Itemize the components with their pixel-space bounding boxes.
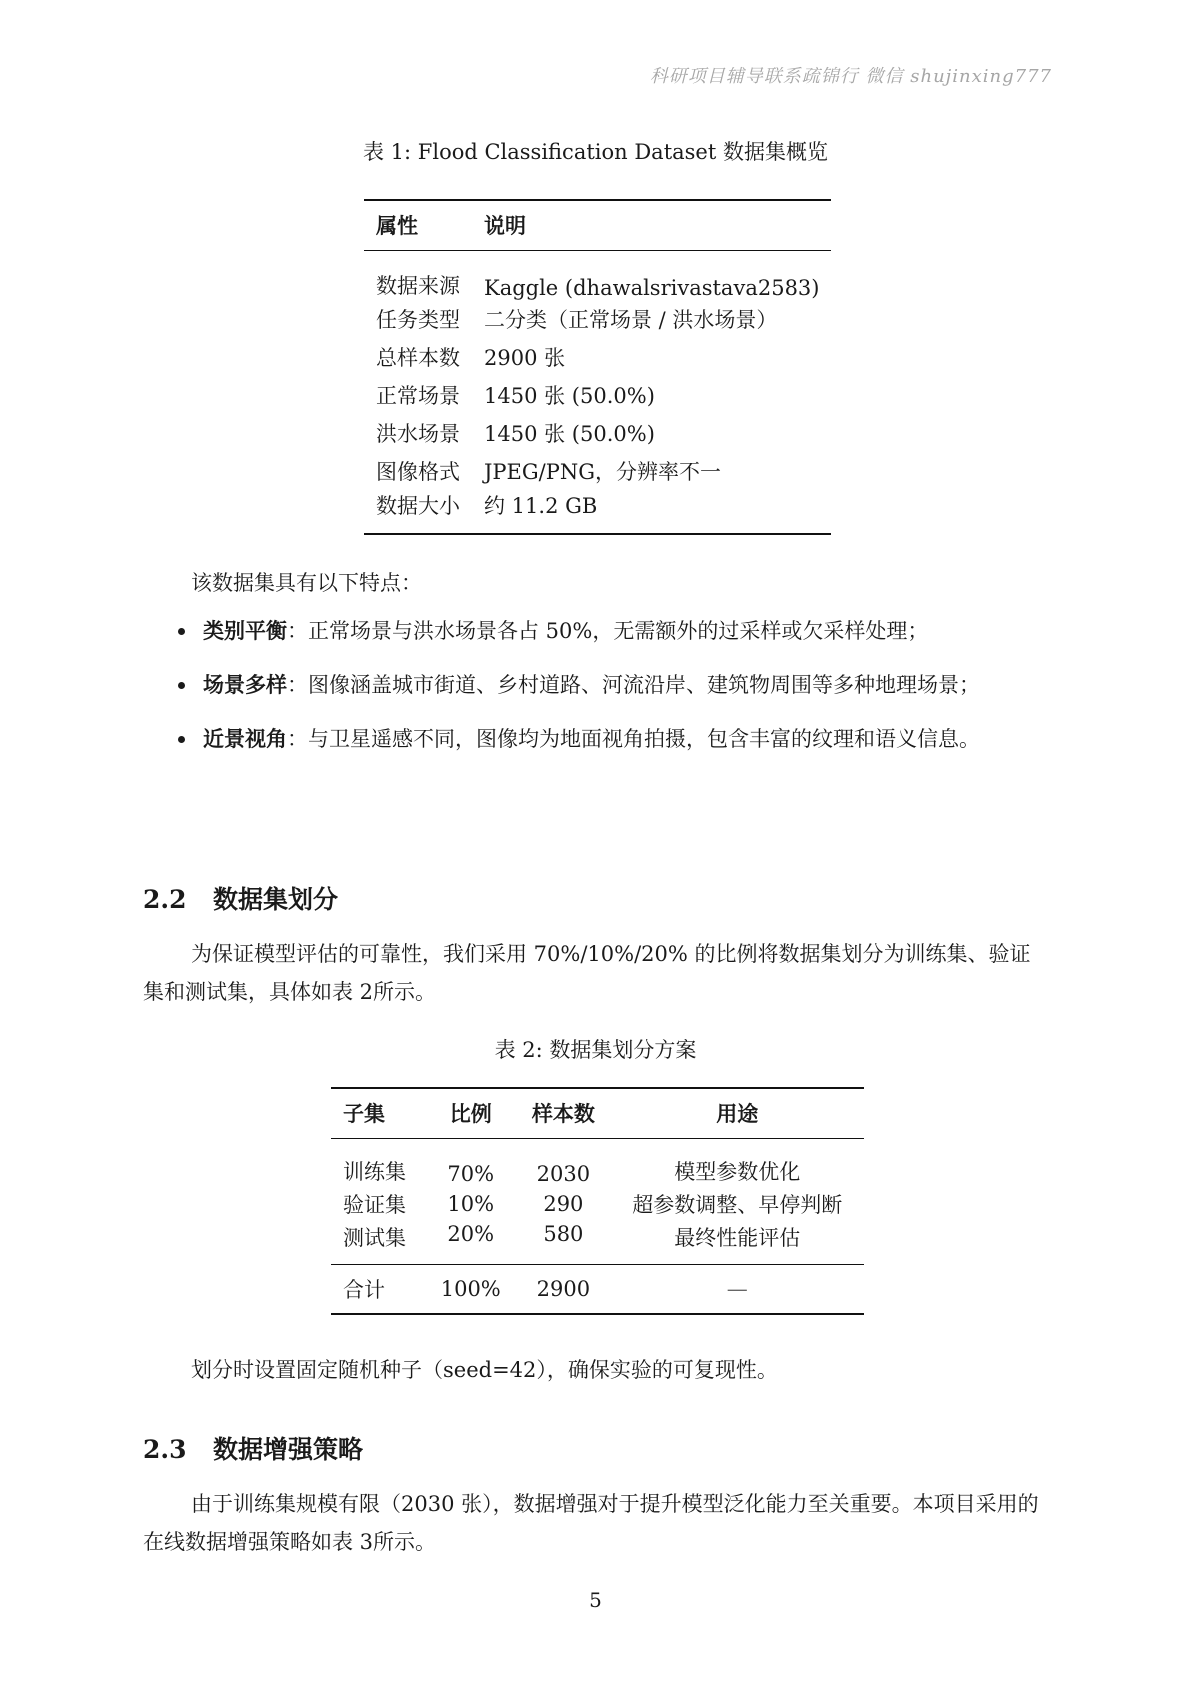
- table2-total-cell: —: [726, 1276, 748, 1301]
- table2-cell: 2030: [536, 1162, 591, 1186]
- table1-cell: 总样本数: [376, 346, 460, 370]
- paragraph: 由于训练集规模有限（2030 张），数据增强对于提升模型泛化能力至关重要。本项目采用的在线数据增强策略如表 3所示。: [143, 1492, 1039, 1554]
- table1: [364, 199, 831, 535]
- table1-caption: 表 1: Flood Classification Dataset 数据集概览: [363, 140, 828, 164]
- table1-row: [364, 452, 831, 490]
- table2-row: [331, 1222, 864, 1264]
- table2-header: 子集: [343, 1101, 385, 1127]
- table2-cell: 580: [543, 1222, 584, 1246]
- table2-cell: 20%: [447, 1222, 495, 1246]
- table1-cell: JPEG/PNG，分辨率不一: [484, 460, 722, 484]
- feature-term: 近景视角: [203, 726, 287, 751]
- table2-header: 样本数: [531, 1101, 595, 1127]
- feature-term: 类别平衡: [203, 618, 287, 643]
- table1-cell: Kaggle (dhawalsrivastava2583): [484, 276, 820, 300]
- table2-header: 用途: [716, 1101, 759, 1127]
- table2-cell: 最终性能评估: [674, 1226, 801, 1250]
- feature-text: ：图像涵盖城市街道、乡村道路、河流沿岸、建筑物周围等多种地理场景；: [287, 673, 980, 697]
- table1-cell: 2900 张: [484, 346, 566, 370]
- table2-cell: 290: [543, 1192, 584, 1216]
- page-header: 科研项目辅导联系疏锦行 微信 shujinxing777: [649, 66, 1052, 87]
- table1-cell: 图像格式: [376, 460, 460, 484]
- table1-row: [364, 414, 831, 452]
- table2-cell: 70%: [447, 1162, 495, 1186]
- table1-cell: 任务类型: [376, 308, 460, 332]
- table1-row: [364, 376, 831, 414]
- bullet-icon: [178, 682, 185, 689]
- section-number: 2.3: [143, 1435, 187, 1464]
- feature-intro: 该数据集具有以下特点：: [191, 571, 422, 595]
- feature-list: [143, 612, 1048, 774]
- table2-cell: 测试集: [343, 1226, 406, 1250]
- list-item: [143, 720, 1048, 758]
- section-number: 2.2: [143, 885, 187, 914]
- paragraph: 划分时设置固定随机种子（seed=42），确保实验的可复现性。: [191, 1358, 778, 1382]
- table1-cell: 正常场景: [376, 384, 460, 408]
- table2-cell: 训练集: [343, 1160, 406, 1184]
- bullet-icon: [178, 628, 185, 635]
- section-heading: [143, 880, 338, 916]
- list-item: [143, 612, 1048, 650]
- table1-cell: 洪水场景: [376, 422, 460, 446]
- table1-header: 说明: [484, 213, 526, 239]
- table2-total-cell: 100%: [440, 1276, 501, 1301]
- bullet-icon: [178, 736, 185, 743]
- list-item: [143, 666, 1048, 704]
- table2-header: 比例: [449, 1101, 492, 1127]
- paragraph: 为保证模型评估的可靠性，我们采用 70%/10%/20% 的比例将数据集划分为训练集、验证集和测试集，具体如表 2所示。: [143, 942, 1031, 1004]
- feature-text: ：正常场景与洪水场景各占 50%，无需额外的过采样或欠采样处理；: [287, 619, 929, 643]
- table1-cell: 约 11.2 GB: [484, 494, 598, 518]
- table1-row: [364, 490, 831, 534]
- table2-caption: 表 2: 数据集划分方案: [494, 1038, 697, 1062]
- page-number: 5: [589, 1588, 602, 1612]
- table1-header: 属性: [376, 213, 418, 239]
- table2-cell: 10%: [447, 1192, 495, 1216]
- table1-cell: 数据来源: [376, 274, 460, 298]
- section-title: 数据集划分: [213, 885, 339, 914]
- table1-row: [364, 250, 831, 300]
- table1-cell: 1450 张 (50.0%): [484, 384, 655, 408]
- table2-cell: 超参数调整、早停判断: [632, 1193, 843, 1217]
- table2-row: [331, 1138, 864, 1186]
- table1-row: [364, 338, 831, 376]
- table2-total-cell: 2900: [536, 1276, 591, 1301]
- section-heading: [143, 1430, 363, 1466]
- feature-term: 场景多样: [203, 672, 287, 697]
- table2-cell: 模型参数优化: [674, 1160, 801, 1184]
- table1-cell: 数据大小: [376, 494, 460, 518]
- table1-cell: 二分类（正常场景 / 洪水场景）: [484, 308, 778, 332]
- table2: [331, 1087, 864, 1315]
- table1-cell: 1450 张 (50.0%): [484, 422, 655, 446]
- section-title: 数据增强策略: [213, 1435, 364, 1464]
- table1-row: [364, 300, 831, 338]
- table2-total-cell: 合计: [343, 1277, 385, 1302]
- table2-cell: 验证集: [343, 1193, 406, 1217]
- feature-text: ：与卫星遥感不同，图像均为地面视角拍摄，包含丰富的纹理和语义信息。: [287, 727, 980, 751]
- table2-row: [331, 1186, 864, 1222]
